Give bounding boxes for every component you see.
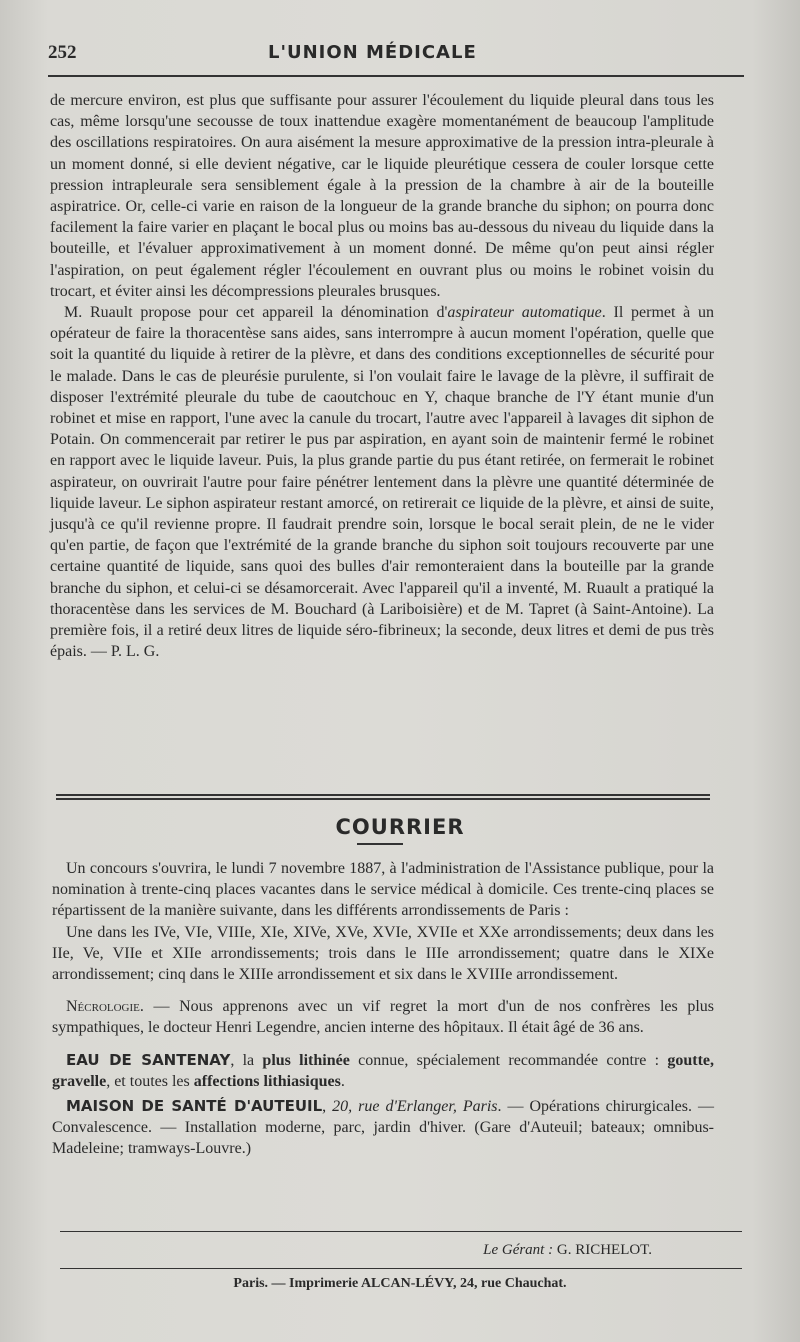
ad-eau-name: EAU DE SANTENAY [66, 1050, 231, 1069]
section-title-rule [357, 843, 403, 845]
section-divider-2 [56, 798, 710, 800]
ad-eau-text-3: , et toutes les [106, 1072, 194, 1090]
ad-maison-address: 20, rue d'Erlanger, Paris [332, 1098, 498, 1116]
page-number: 252 [48, 42, 77, 63]
p2-text-end: . Il permet à un opérateur de faire la thoracentèse sans aides, sans interrompre à aucun moment l'opération, quelle que soit la quantité du liquide à retirer de la plèvre, et dans des conditions exceptionnelles de sécurité pour le malade. Dans le cas de pleurésie purulente, si l'on voulait faire le lavage de la plèvre, il suffirait de disposer l'extrémité pleurale du tube de caoutchouc en Y, chaque branche de l'Y étant munie d'un robinet et mise en rapport, l'une avec la canule du trocart, l'autre avec l'appareil à lavages dit siphon de Potain. On commencerait par retirer le pus par aspiration, en ayant soin de maintenir fermé le robinet en rapport avec le liquide laveur. Puis, la plus grande partie du pus étant retirée, on fermerait le robinet aspirateur, on ouvrirait l'autre pour faire pénétrer lentement dans la plèvre une quantité déterminée de liquide laveur. Le siphon aspirateur restant amorcé, on retirerait ce liquide de la plèvre, et ainsi de suite, jusqu'à ce qu'il revienne propre. Il faudrait prendre soin, lorsque le bocal serait plein, de ne le vider qu'en partie, de façon que l'extrémité de la grande branche du siphon soit toujours recouverte par une certaine quantité de liquide, sans quoi des bulles d'air remonteraient dans la bouteille par la grande branche du siphon, et celui-ci se désamorcerait. Avec l'appareil qu'il a inventé, M. Ruault a pratiqué la thoracentèse dans les services de M. Bouchard (à Lariboisière) et de M. Tapret (à Saint-Antoine). La première fois, il a retiré deux litres de liquide séro-fibrineux; la seconde, deux litres et demi de pus très épais. — P. L. G. [50, 304, 715, 661]
article-paragraph-2 [50, 302, 714, 662]
ad-eau-bold-1: plus lithinée [262, 1051, 350, 1069]
running-head: L'UNION MÉDICALE [268, 42, 477, 63]
ad-eau-text-1: , la [230, 1051, 263, 1069]
footer-rule-2 [60, 1268, 742, 1269]
ad-eau-bold-2: goutte, gravelle [52, 1051, 715, 1090]
ad-maison-name: MAISON DE SANTÉ D'AUTEUIL [66, 1097, 323, 1116]
courrier-paragraph-2: Une dans les IVe, VIe, VIIIe, XIe, XIVe, XVe, XVIe, XVIIe et XXe arrondissements; deux dans les IIe, Ve, VIIe et XIIe arrondissements; trois dans le IIIe arrondissement; quatre dans le XIXe arrondissement; cinq dans le XIIIe arrondissement et six dans le XVIIIe arrondissement. [52, 923, 714, 984]
necrologie-paragraph [52, 996, 714, 1038]
gerant-label: Le Gérant : [483, 1242, 554, 1258]
section-title-courrier: COURRIER [335, 815, 465, 839]
ad-eau-bold-3: affections lithiasiques [193, 1072, 341, 1090]
gerant-name: G. RICHELOT. [556, 1242, 652, 1258]
ad-eau-text-4: . [340, 1072, 345, 1090]
necrologie-text: — Nous apprenons avec un vif regret la mort d'un de nos confrères les plus sympathiques, le docteur Henri Legendre, ancien interne des hôpitaux. Il était âgé de 36 ans. [52, 998, 714, 1037]
page-header [48, 42, 738, 70]
header-rule [48, 75, 744, 77]
spacer [52, 1039, 714, 1050]
spacer [52, 985, 714, 996]
ad-maison-text-2: . — Opérations chirurgicales. — Convalescence. — Installation moderne, parc, jardin d'hiver. (Gare d'Auteuil; bateaux; omnibus-Madeleine; tramways-Louvre.) [52, 1098, 714, 1158]
p2-term-italic: aspirateur automatique [447, 304, 602, 322]
courrier-body [52, 858, 714, 1160]
printer-imprint: Paris. — Imprimerie ALCAN-LÉVY, 24, rue Chauchat. [233, 1276, 567, 1291]
ad-maison-text-1: , [322, 1098, 333, 1116]
ad-maison-de-sante [52, 1096, 714, 1160]
article-paragraph-1: de mercure environ, est plus que suffisante pour assurer l'écoulement du liquide pleural dans tous les cas, même lorsqu'une secousse de toux inattendue exagère momentanément de beaucoup l'amplitude des oscillations respiratoires. On aura aisément la mesure approximative de la pression intra-pleurale à un moment donné, si elle devient négative, car le liquide pleurétique cessera de couler lorsque cette pression intrapleurale sera sensiblement égale à la pression de la chambre à air de la bouteille aspiratrice. Or, celle-ci varie en raison de la longueur de la grande branche du siphon; on pourra donc facilement la faire varier en plaçant le bocal plus ou moins bas au-dessous du niveau du liquide dans la bouteille, et l'évaluer approximativement à un moment donné. De même qu'on peut ainsi régler l'aspiration, on peut également régler l'écoulement en ouvrant plus ou moins le robinet voisin du trocart, et éviter ainsi les décompressions pleurales brusques. [50, 92, 714, 300]
p2-text-start: M. Ruault propose pour cet appareil la dénomination d' [64, 304, 448, 322]
ad-eau-text-2: connue, spécialement recommandée contre : [349, 1051, 668, 1069]
gerant-signature [483, 1242, 652, 1259]
courrier-paragraph-1: Un concours s'ouvrira, le lundi 7 novembre 1887, à l'administration de l'Assistance publique, pour la nomination à trente-cinq places vacantes dans le service médical à domicile. Ces trente-cinq places se répartissent de la manière suivante, dans les différents arrondissements de Paris : [52, 860, 714, 920]
section-divider-1 [56, 794, 710, 796]
article-body [50, 90, 714, 662]
ad-eau-de-santenay [52, 1050, 714, 1092]
footer-rule-1 [60, 1231, 742, 1232]
necrologie-label: Nécrologie. [66, 998, 144, 1016]
